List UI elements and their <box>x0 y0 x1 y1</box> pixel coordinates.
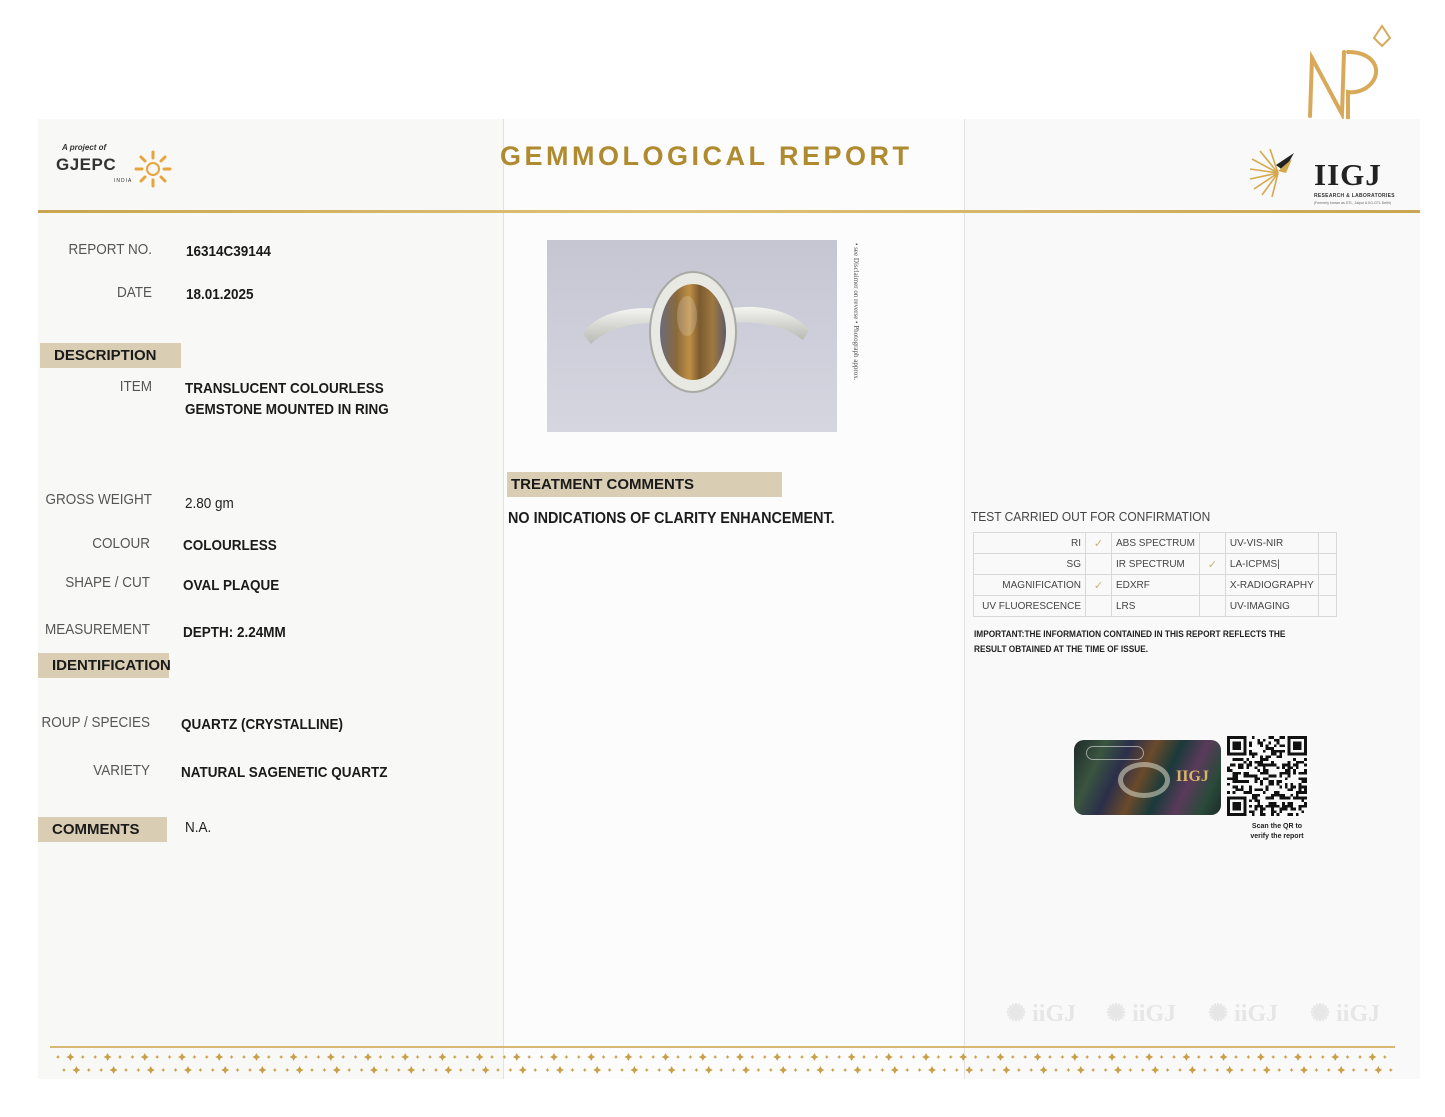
tests-title: TEST CARRIED OUT FOR CONFIRMATION <box>971 509 1211 524</box>
iigj-watermark-text: iiGJ <box>1336 1001 1381 1027</box>
iigj-subtitle: RESEARCH & LABORATORIES <box>1314 193 1395 199</box>
check-icon: ✓ <box>1199 554 1225 575</box>
iigj-watermark: ✺ iiGJ <box>1106 1001 1177 1027</box>
important-text: THE INFORMATION CONTAINED IN THIS REPORT REFLECTS THE RESULT OBTAINED AT THE TIME OF ISSUE. <box>974 629 1286 654</box>
iigj-logo-text: IIGJ <box>1314 157 1382 192</box>
item-label: ITEM <box>119 378 152 395</box>
tests-table <box>973 532 1337 617</box>
description-heading: DESCRIPTION <box>40 343 181 368</box>
check-icon <box>1086 554 1112 575</box>
gross-weight-label: GROSS WEIGHT <box>45 491 152 508</box>
colour-value: COLOURLESS <box>183 537 277 554</box>
report-no-label: REPORT NO. <box>68 241 152 258</box>
important-notice <box>974 627 1291 657</box>
tests-row <box>974 533 1337 554</box>
test-name: X-RADIOGRAPHY <box>1225 575 1318 596</box>
iigj-watermark: ✺ iiGJ <box>1006 1001 1077 1027</box>
test-name: EDXRF <box>1112 575 1200 596</box>
check-icon <box>1199 575 1225 596</box>
check-icon <box>1199 533 1225 554</box>
photo-disclaimer: • see Disclaimer on reverse • Photograph approx. <box>852 243 860 381</box>
gemmological-report-sheet <box>38 119 1420 1079</box>
test-name: MAGNIFICATION <box>974 575 1086 596</box>
test-name: UV FLUORESCENCE <box>974 596 1086 617</box>
empty-cell <box>1318 596 1336 617</box>
test-name: ABS SPECTRUM <box>1112 533 1200 554</box>
qr-caption <box>1237 822 1317 842</box>
test-name: UV-IMAGING <box>1225 596 1318 617</box>
check-icon: ✓ <box>1086 575 1112 596</box>
decorative-star-border <box>52 1051 1397 1077</box>
colour-label: COLOUR <box>92 535 150 552</box>
date-value: 18.01.2025 <box>186 286 254 303</box>
shape-label: SHAPE / CUT <box>65 574 150 591</box>
iigj-watermark: ✺ iiGJ <box>1208 1001 1279 1027</box>
treatment-text: NO INDICATIONS OF CLARITY ENHANCEMENT. <box>508 510 835 527</box>
check-icon <box>1086 596 1112 617</box>
tests-row <box>974 575 1337 596</box>
header-gold-rule <box>38 210 1420 213</box>
gjepc-kicker: A project of <box>62 143 107 152</box>
gjepc-sunburst-icon <box>134 150 172 188</box>
group-species-label: ROUP / SPECIES <box>41 714 150 731</box>
gjepc-sub: INDIA <box>114 178 133 184</box>
measurement-label: MEASUREMENT <box>44 621 150 638</box>
nj-monogram-logo <box>1296 18 1400 130</box>
identification-heading: IDENTIFICATION <box>38 653 169 678</box>
iigj-watermark-text: iiGJ <box>1132 1001 1177 1027</box>
bottom-gold-rule <box>50 1046 1395 1048</box>
verification-qr-code[interactable] <box>1227 736 1307 816</box>
tests-row <box>974 596 1337 617</box>
qr-caption-line-2: verify the report <box>1250 833 1304 840</box>
iigj-fine-print: (Formerly known as GTL, Jaipur & IIG-GTL Delhi) <box>1314 201 1391 205</box>
test-name: LRS <box>1112 596 1200 617</box>
security-hologram <box>1074 740 1221 815</box>
tests-row <box>974 554 1337 575</box>
item-line-2: GEMSTONE MOUNTED IN RING <box>185 401 389 418</box>
qr-caption-line-1: Scan the QR to <box>1251 823 1303 830</box>
report-title: GEMMOLOGICAL REPORT <box>500 141 913 171</box>
test-name: UV-VIS-NIR <box>1225 533 1318 554</box>
important-lead: IMPORTANT: <box>974 629 1025 639</box>
date-label: DATE <box>116 284 152 301</box>
report-no-value: 16314C39144 <box>186 243 271 260</box>
check-icon <box>1199 596 1225 617</box>
test-name: RI <box>974 533 1086 554</box>
gjepc-logo-text: GJEPC <box>56 155 117 174</box>
empty-cell <box>1318 533 1336 554</box>
treatment-heading: TREATMENT COMMENTS <box>507 472 782 497</box>
gross-weight-value: 2.80 gm <box>185 495 234 512</box>
empty-cell <box>1318 575 1336 596</box>
check-icon: ✓ <box>1086 533 1112 554</box>
comments-heading: COMMENTS <box>38 817 167 842</box>
gemstone-ring-photo <box>547 240 837 432</box>
item-line-1: TRANSLUCENT COLOURLESS <box>185 380 384 397</box>
comments-value: N.A. <box>185 819 212 836</box>
variety-label: VARIETY <box>93 762 150 779</box>
test-name: IR SPECTRUM <box>1112 554 1200 575</box>
hologram-text: IIGJ <box>1176 768 1209 785</box>
empty-cell <box>1318 554 1336 575</box>
iigj-watermark: ✺ iiGJ <box>1310 1001 1381 1027</box>
test-name: LA-ICPMS| <box>1225 554 1318 575</box>
shape-value: OVAL PLAQUE <box>183 577 280 594</box>
iigj-watermark-text: iiGJ <box>1032 1001 1077 1027</box>
variety-value: NATURAL SAGENETIC QUARTZ <box>181 764 388 781</box>
group-species-value: QUARTZ (CRYSTALLINE) <box>181 716 343 733</box>
iigj-sunburst-icon <box>1248 149 1302 197</box>
iigj-watermark-text: iiGJ <box>1234 1001 1279 1027</box>
test-name: SG <box>974 554 1086 575</box>
measurement-value: DEPTH: 2.24MM <box>183 624 286 641</box>
